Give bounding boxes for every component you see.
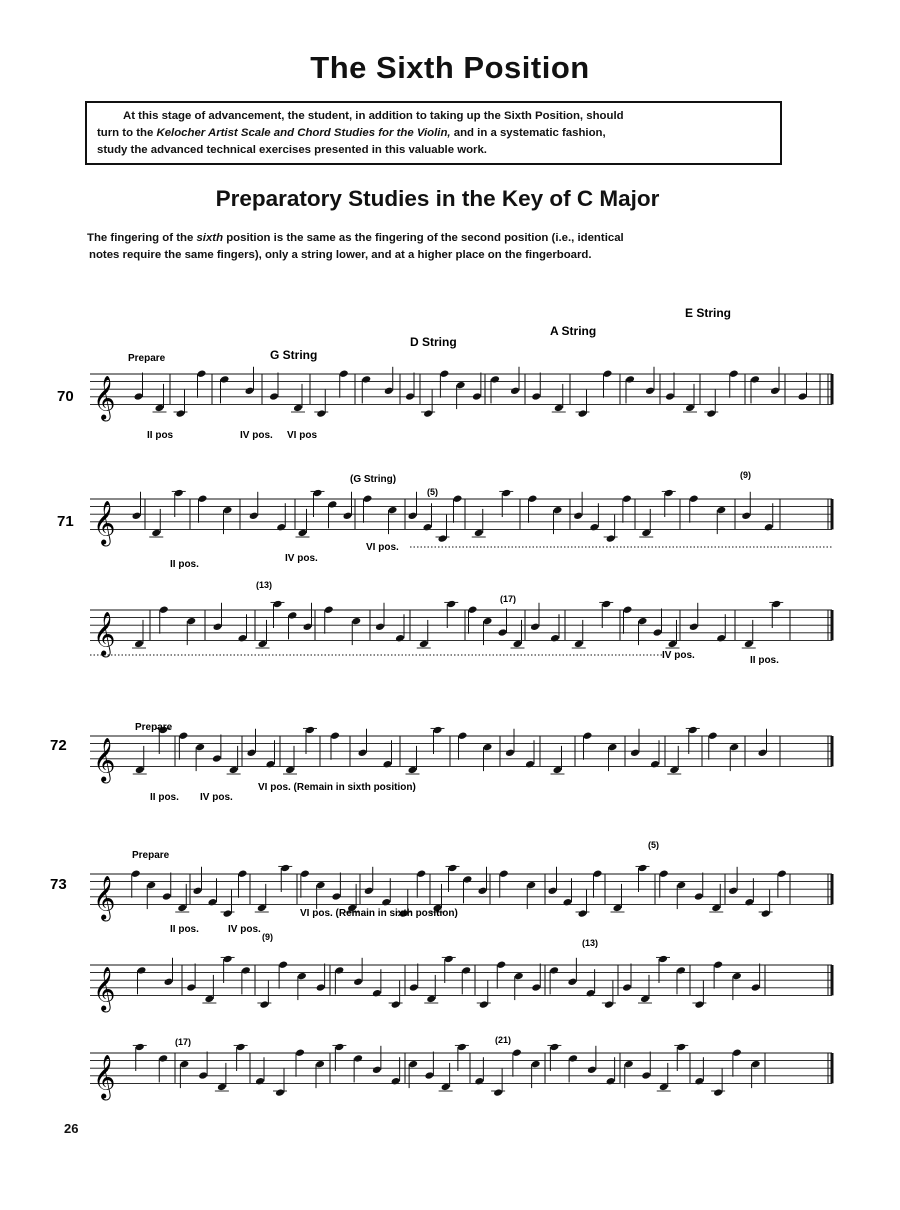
note-head — [134, 640, 144, 649]
remain-label-73: VI pos. (Remain in sixth position) — [300, 908, 458, 919]
note-head — [295, 1048, 305, 1057]
position-label-71-vi: VI pos. — [366, 542, 399, 553]
note-head — [553, 506, 563, 515]
note-head — [135, 1043, 145, 1052]
note-head — [713, 960, 723, 969]
note-head — [419, 640, 429, 649]
note-head — [606, 534, 616, 543]
treble-clef-icon: 𝄞 — [93, 737, 116, 782]
intro-book-title: Kelocher Artist Scale and Chord Studies for the Violin, — [156, 127, 451, 139]
note-head — [423, 523, 433, 532]
note-head — [146, 881, 156, 890]
note-head — [339, 369, 349, 378]
note-head — [313, 489, 323, 498]
note-head — [499, 869, 509, 878]
page-number: 26 — [64, 1121, 79, 1136]
note-head — [409, 983, 419, 992]
note-head — [463, 875, 473, 884]
note-head — [568, 1054, 578, 1063]
note-head — [689, 623, 699, 632]
note-head — [549, 1043, 559, 1052]
prepare-label-73: Prepare — [132, 850, 170, 861]
note-head — [255, 1077, 265, 1086]
note-head — [601, 600, 611, 609]
note-head — [468, 605, 478, 614]
note-head — [664, 489, 674, 498]
note-head — [155, 404, 165, 413]
exercise-number-71: 71 — [57, 513, 74, 530]
note-head — [162, 892, 172, 901]
note-head — [266, 760, 276, 769]
note-head — [587, 1066, 597, 1075]
note-head — [315, 1060, 325, 1069]
return-position-iv: IV pos. — [662, 650, 695, 661]
note-head — [665, 392, 675, 401]
note-head — [694, 1077, 704, 1086]
note-head — [567, 978, 577, 987]
note-head — [554, 404, 564, 413]
note-head — [708, 731, 718, 740]
note-head — [638, 864, 648, 873]
string-label-d: D String — [410, 335, 457, 349]
treble-clef-icon: 𝄞 — [93, 500, 116, 545]
string-label-a: A String — [550, 324, 597, 338]
note-head — [729, 743, 739, 752]
remain-label-72: VI pos. (Remain in sixth position) — [258, 782, 416, 793]
note-head — [131, 869, 141, 878]
note-head — [408, 766, 418, 775]
exercise-number-70: 70 — [57, 388, 74, 405]
position-label-71-ii: II pos. — [170, 559, 199, 570]
note-head — [593, 869, 603, 878]
note-head — [510, 387, 520, 396]
note-head — [193, 887, 203, 896]
note-head — [751, 983, 761, 992]
note-head — [531, 983, 541, 992]
note-head — [223, 955, 233, 964]
note-head — [324, 605, 334, 614]
note-head — [158, 1054, 168, 1063]
note-head — [331, 892, 341, 901]
note-head — [297, 972, 307, 981]
note-head — [622, 494, 632, 503]
note-head — [685, 404, 695, 413]
note-head — [764, 523, 774, 532]
note-head — [589, 523, 599, 532]
note-head — [606, 1077, 616, 1086]
note-head — [514, 972, 524, 981]
note-head — [706, 409, 716, 418]
note-head — [713, 1088, 723, 1097]
note-head — [300, 869, 310, 878]
note-head — [269, 392, 279, 401]
note-head — [238, 634, 248, 643]
note-head — [638, 617, 648, 626]
note-head — [622, 983, 632, 992]
note-head — [275, 1088, 285, 1097]
note-head — [364, 887, 374, 896]
note-head — [388, 506, 398, 515]
note-head — [448, 864, 458, 873]
note-head — [531, 1060, 541, 1069]
note-head — [641, 529, 651, 538]
note-head — [483, 743, 493, 752]
note-head — [669, 766, 679, 775]
treble-clef-icon: 𝄞 — [93, 611, 116, 656]
measure-number-73-21: (21) — [495, 1035, 512, 1045]
note-head — [676, 881, 686, 890]
note-head — [668, 640, 678, 649]
note-head — [653, 628, 663, 637]
note-head — [212, 754, 222, 763]
section-note-italic: sixth — [196, 232, 224, 244]
note-head — [659, 869, 669, 878]
note-head — [478, 887, 488, 896]
note-head — [741, 512, 751, 521]
intro-line-1: At this stage of advancement, the student, in addition to taking up the Sixth Position, should — [123, 110, 624, 122]
note-head — [208, 898, 218, 907]
note-head — [375, 623, 385, 632]
note-head — [578, 409, 588, 418]
note-head — [241, 966, 251, 975]
note-head — [441, 1083, 451, 1092]
note-head — [334, 966, 344, 975]
note-head — [604, 1000, 614, 1009]
note-head — [135, 766, 145, 775]
note-head — [334, 1043, 344, 1052]
return-position-ii: II pos. — [750, 655, 779, 666]
note-head — [132, 512, 142, 521]
position-label-72-iv: IV pos. — [200, 792, 233, 803]
note-head — [525, 760, 535, 769]
section-note-start: The fingering of the — [87, 232, 197, 244]
note-head — [363, 494, 373, 503]
note-head — [278, 960, 288, 969]
note-head — [416, 869, 426, 878]
note-head — [530, 623, 540, 632]
note-head — [249, 512, 259, 521]
note-head — [630, 749, 640, 758]
position-label-73-ii: II pos. — [170, 924, 199, 935]
note-head — [771, 600, 781, 609]
note-head — [330, 731, 340, 740]
note-head — [744, 640, 754, 649]
note-head — [381, 898, 391, 907]
treble-clef-icon: 𝄞 — [93, 375, 116, 420]
string-label-71: (G String) — [350, 474, 397, 485]
note-head — [498, 628, 508, 637]
note-head — [408, 512, 418, 521]
measure-number-73-17: (17) — [175, 1037, 192, 1047]
prepare-label-70: Prepare — [128, 353, 166, 364]
note-head — [213, 623, 223, 632]
treble-clef-icon: 𝄞 — [93, 966, 116, 1011]
note-head — [689, 494, 699, 503]
note-head — [204, 995, 214, 1004]
note-head — [550, 634, 560, 643]
note-head — [472, 392, 482, 401]
note-head — [586, 989, 596, 998]
note-head — [798, 392, 808, 401]
note-head — [446, 600, 456, 609]
note-head — [186, 617, 196, 626]
note-head — [456, 381, 466, 390]
note-head — [303, 623, 313, 632]
note-head — [490, 375, 500, 384]
note-head — [483, 617, 493, 626]
exercise-number-72: 72 — [50, 737, 67, 754]
note-head — [178, 731, 188, 740]
intro-line-3: study the advanced technical exercises presented in this valuable work. — [97, 144, 487, 156]
position-label-73-iv: IV pos. — [228, 924, 261, 935]
note-head — [197, 369, 207, 378]
position-label-70-ii: II pos — [147, 430, 174, 441]
intro-line-2-start: turn to the — [97, 127, 157, 139]
note-head — [479, 1000, 489, 1009]
note-head — [159, 605, 169, 614]
note-head — [732, 1048, 742, 1057]
note-head — [238, 869, 248, 878]
note-head — [316, 409, 326, 418]
note-head — [694, 1000, 704, 1009]
note-head — [676, 1043, 686, 1052]
note-head — [474, 529, 484, 538]
note-head — [293, 404, 303, 413]
note-head — [245, 387, 255, 396]
note-head — [659, 1083, 669, 1092]
note-head — [328, 500, 338, 509]
note-head — [298, 529, 308, 538]
measure-number-73-9: (9) — [262, 932, 273, 942]
note-head — [553, 766, 563, 775]
note-head — [512, 1048, 522, 1057]
note-head — [384, 387, 394, 396]
measure-number-71-5: (5) — [427, 487, 438, 497]
note-head — [641, 1071, 651, 1080]
note-head — [353, 1054, 363, 1063]
note-head — [501, 489, 511, 498]
note-head — [603, 369, 613, 378]
note-head — [247, 749, 257, 758]
note-head — [777, 869, 787, 878]
note-head — [285, 766, 295, 775]
note-head — [694, 892, 704, 901]
note-head — [353, 978, 363, 987]
measure-number-71-17: (17) — [500, 594, 517, 604]
note-head — [280, 864, 290, 873]
note-head — [770, 387, 780, 396]
position-label-71-iv: IV pos. — [285, 553, 318, 564]
string-label-e: E String — [685, 306, 732, 320]
note-head — [351, 617, 361, 626]
note-head — [361, 375, 371, 384]
note-head — [750, 375, 760, 384]
note-head — [258, 640, 268, 649]
note-head — [608, 743, 618, 752]
note-head — [531, 392, 541, 401]
prepare-label-72: Prepare — [135, 722, 173, 733]
note-head — [658, 955, 668, 964]
note-head — [613, 904, 623, 913]
note-head — [305, 726, 315, 735]
note-head — [217, 1083, 227, 1092]
note-head — [563, 898, 573, 907]
note-head — [444, 955, 454, 964]
note-head — [461, 966, 471, 975]
note-head — [273, 600, 283, 609]
note-head — [372, 989, 382, 998]
note-head — [195, 743, 205, 752]
note-head — [383, 760, 393, 769]
note-head — [220, 375, 230, 384]
note-head — [645, 387, 655, 396]
note-head — [711, 904, 721, 913]
note-head — [174, 489, 184, 498]
note-head — [548, 887, 558, 896]
note-head — [391, 1077, 401, 1086]
note-head — [453, 494, 463, 503]
note-head — [761, 909, 771, 918]
measure-number-73-5: (5) — [648, 840, 659, 850]
position-label-70-vi: VI pos — [287, 430, 318, 441]
note-head — [358, 749, 368, 758]
note-head — [395, 634, 405, 643]
note-head — [474, 1077, 484, 1086]
note-head — [316, 983, 326, 992]
measure-number-73-13: (13) — [582, 938, 599, 948]
note-layer — [131, 367, 808, 1097]
note-head — [732, 972, 742, 981]
measure-number-71-13: (13) — [256, 580, 273, 590]
note-head — [439, 369, 449, 378]
note-head — [257, 904, 267, 913]
note-head — [578, 909, 588, 918]
note-head — [716, 634, 726, 643]
string-label-g: G String — [270, 348, 318, 362]
note-head — [426, 995, 436, 1004]
note-head — [728, 887, 738, 896]
note-head — [513, 640, 523, 649]
note-head — [179, 1060, 189, 1069]
note-head — [623, 605, 633, 614]
note-head — [729, 369, 739, 378]
note-head — [408, 1060, 418, 1069]
note-head — [134, 392, 144, 401]
note-head — [758, 749, 768, 758]
note-head — [496, 960, 506, 969]
note-head — [343, 512, 353, 521]
note-head — [223, 506, 233, 515]
note-head — [405, 392, 415, 401]
section-heading: Preparatory Studies in the Key of C Major — [215, 186, 660, 211]
note-head — [438, 534, 448, 543]
note-head — [198, 1071, 208, 1080]
note-head — [688, 726, 698, 735]
position-label-72-ii: II pos. — [150, 792, 179, 803]
note-head — [625, 375, 635, 384]
note-head — [676, 966, 686, 975]
note-head — [716, 506, 726, 515]
treble-clef-icon: 𝄞 — [93, 875, 116, 920]
measure-number-71-9: (9) — [740, 470, 751, 480]
note-head — [229, 766, 239, 775]
note-head — [186, 983, 196, 992]
note-head — [276, 523, 286, 532]
note-head — [526, 881, 536, 890]
note-head — [236, 1043, 246, 1052]
note-head — [288, 611, 298, 620]
note-head — [424, 1071, 434, 1080]
section-note-end: position is the same as the fingering of the second position (i.e., identical — [223, 232, 624, 244]
note-head — [198, 494, 208, 503]
note-head — [505, 749, 515, 758]
note-head — [316, 881, 326, 890]
note-head — [137, 966, 147, 975]
section-note-line-2: notes require the same fingers), only a string lower, and at a higher place on the fingerboard. — [89, 249, 592, 261]
note-head — [650, 760, 660, 769]
note-head — [433, 726, 443, 735]
intro-line-2-end: and in a systematic fashion, — [450, 127, 606, 139]
note-head — [259, 1000, 269, 1009]
note-head — [177, 904, 187, 913]
note-head — [164, 978, 174, 987]
note-head — [573, 512, 583, 521]
note-head — [223, 909, 233, 918]
note-head — [176, 409, 186, 418]
note-head — [624, 1060, 634, 1069]
note-head — [640, 995, 650, 1004]
note-head — [493, 1088, 503, 1097]
treble-clef-icon: 𝄞 — [93, 1054, 116, 1099]
note-head — [744, 898, 754, 907]
note-head — [423, 409, 433, 418]
note-head — [372, 1066, 382, 1075]
note-head — [151, 529, 161, 538]
exercise-number-73: 73 — [50, 876, 67, 893]
note-head — [583, 731, 593, 740]
note-head — [751, 1060, 761, 1069]
note-head — [574, 640, 584, 649]
page-title: The Sixth Position — [310, 50, 590, 85]
position-label-70-iv: IV pos. — [240, 430, 273, 441]
note-head — [457, 1043, 467, 1052]
note-head — [528, 494, 538, 503]
note-head — [391, 1000, 401, 1009]
note-head — [458, 731, 468, 740]
note-head — [549, 966, 559, 975]
